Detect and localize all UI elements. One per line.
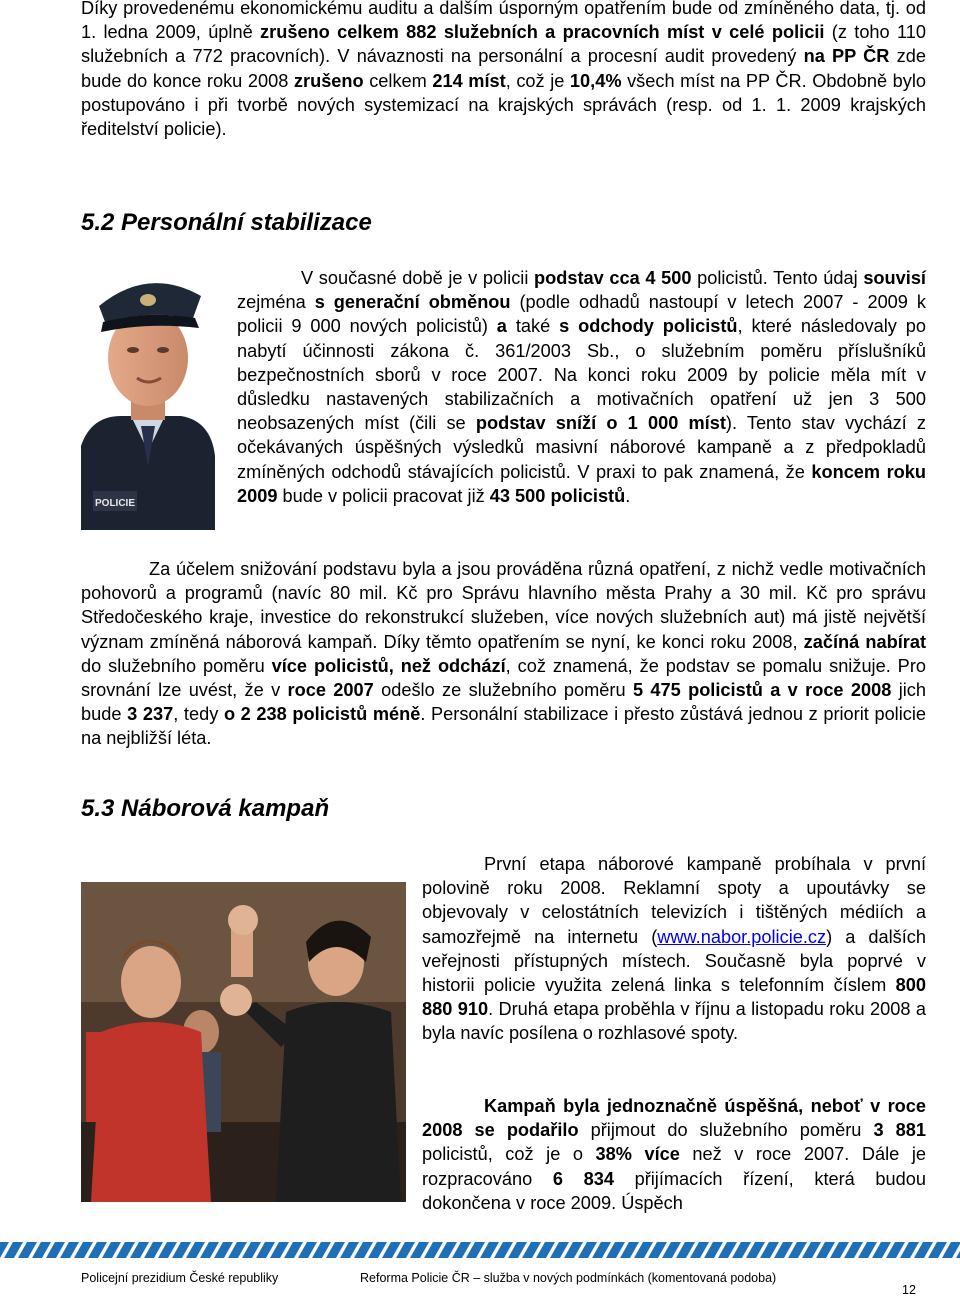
section-heading-recruitment-campaign: 5.3 Náborová kampaň: [81, 795, 330, 822]
text-run: 214 míst: [432, 70, 506, 91]
campaign-paragraph-2: [422, 1094, 926, 1215]
police-officer-photo: [81, 266, 215, 530]
campaign-paragraph-1: [422, 852, 926, 1046]
text-run: . Personální stabilizace i přesto zůstává jednou z priorit policie na nejbližší léta.: [81, 704, 927, 749]
text-run: (z toho 110 služebních a 772 pracovních). V návaznosti na personální a procesní audit provedený: [81, 22, 926, 67]
intro-paragraph: [81, 0, 926, 141]
text-run: bude v policii pracovat již: [277, 485, 490, 506]
text-run: zrušeno: [293, 70, 364, 91]
text-run: 38% více: [595, 1144, 680, 1165]
text-run: 6 834: [552, 1168, 614, 1189]
text-run: [780, 680, 787, 700]
text-run: jich bude: [81, 680, 926, 725]
text-run: (podle odhadů nastoupí v letech 2007 - 2009 k policii 9 000 nových policistů): [237, 292, 926, 337]
text-run: v roce 2008: [787, 680, 892, 701]
text-run: V současné době je v policii: [301, 268, 534, 288]
text-run: do služebního poměru: [81, 655, 272, 676]
footer-organization: Policejní prezidium České republiky: [81, 1271, 279, 1285]
text-run: Kampaň byla jednoznačně úspěšná, neboť v roce 2008 se podařilo: [422, 1096, 926, 1141]
police-officer-illustration: [81, 266, 215, 530]
text-run: celkem: [363, 70, 433, 91]
personal-stabilization-paragraph: [237, 266, 926, 508]
text-run: na PP ČR: [803, 46, 890, 67]
text-run: , což je: [505, 70, 570, 91]
text-run: než v roce 2007. Dále je rozpracováno: [422, 1144, 926, 1189]
footer-document-title: Reforma Policie ČR – služba v nových podmínkách (komentovaná podoba): [360, 1271, 777, 1285]
text-run: 3 881: [873, 1120, 926, 1141]
text-run: a: [770, 680, 781, 701]
text-run: a: [496, 316, 507, 337]
text-run: ) a dalších veřejnosti přístupných místech. Současně byla poprvé v historii policie využita zelená linka s telefonním číslem: [422, 926, 926, 996]
footer-decorative-band: [0, 1240, 960, 1256]
text-run: Díky provedenému ekonomickému auditu a dalším úsporným opatřením bude od zmíněného data, tj. od 1. ledna 2009, úplně: [81, 0, 926, 43]
section-heading-personal-stabilization: 5.2 Personální stabilizace: [81, 209, 372, 236]
text-run: podstav cca 4 500: [534, 268, 692, 288]
text-run: policistů, což je o: [422, 1144, 596, 1165]
campaign-scene-illustration: [81, 882, 406, 1202]
campaign-website-link[interactable]: www.nabor.policie.cz: [657, 926, 827, 947]
text-run: zrušeno celkem 882 služebních a pracovních míst v celé policii: [260, 22, 825, 43]
text-run: roce 2007: [287, 680, 374, 701]
text-run: , což znamená, že podstav se pomalu snižuje. Pro srovnání lze uvést, že v: [81, 655, 926, 701]
text-run: První etapa náborové kampaně probíhala v první polovině roku 2008. Reklamní spoty a upoutávky se objevovaly v celostátních televizích i tištěných médiích a samozřejmě na internetu (: [422, 854, 926, 947]
text-run: 10,4%: [569, 70, 622, 91]
text-run: , tedy: [173, 704, 224, 725]
badge-text: POLICIE: [95, 498, 136, 509]
text-run: odešlo ze služebního poměru: [373, 680, 633, 701]
text-run: začíná nabírat: [803, 631, 927, 652]
text-run: s odchody policistů: [559, 316, 738, 337]
measures-paragraph: [81, 557, 926, 751]
text-run: přijmout do služebního poměru: [578, 1120, 874, 1141]
text-run: ). Tento stav vychází z očekávaných úspěšných výsledků masivní náborové kampaně a z předpokladů zmíněných odchodů stávajících policistů. V praxi to pak znamená, že: [237, 413, 926, 482]
text-run: 3 237: [127, 704, 174, 725]
text-run: podstav sníží o 1 000 míst: [475, 413, 726, 434]
text-run: Za účelem snižování podstavu byla a jsou prováděna různá opatření, z nichž vedle motivačních pohovorů a programů (navíc 80 mil. Kč pro Správu hlavního města Prahy a 30 mil. Kč pro správu Středočeského kraje, investice do rekonstrukcí služeben, více nových služebních aut) má jistě největší význam zmíněná náborová kampaň. Díky těmto opatřením se nyní, ke konci roku 2008,: [81, 559, 926, 652]
text-run: více policistů, než odchází: [271, 655, 506, 676]
text-run: zde bude do konce roku 2008: [81, 46, 926, 91]
text-run: .: [625, 485, 631, 506]
text-run: přijímacích řízení, která budou dokončena v roce 2009. Úspěch: [422, 1168, 926, 1213]
text-run: s generační obměnou: [314, 292, 511, 313]
text-run: 43 500 policistů: [489, 485, 626, 506]
campaign-photo: [81, 882, 406, 1202]
text-run: , které následovaly po nabytí účinnosti zákona č. 361/2003 Sb.: [237, 316, 926, 361]
text-run: policistů. Tento údaj: [691, 268, 864, 288]
footer-stripe-pattern: [0, 1242, 960, 1258]
text-run: všech míst na PP ČR. Obdobně bylo postupováno i při tvorbě nových systemizací na krajských správách (resp. od 1. 1. 2009 krajských ředitelství policie).: [81, 70, 927, 140]
text-run: , o služebním poměru příslušníků bezpečnostních sborů v roce 2007. Na konci roku 2009 by policie měla mít v důsledku nastavených stabilizačních a motivačních opatření už jen 3 500 neobsazených míst (čili se: [237, 340, 927, 434]
page-number: 12: [902, 1283, 916, 1297]
text-run: zejména: [237, 292, 315, 313]
text-run: také: [506, 316, 560, 337]
text-run: koncem roku 2009: [237, 461, 926, 506]
text-run: souvisí: [863, 268, 926, 288]
text-run: o 2 238 policistů méně: [223, 704, 421, 725]
text-run: . Druhá etapa proběhla v říjnu a listopadu roku 2008 a byla navíc posílena o rozhlasové spoty.: [422, 999, 926, 1044]
text-run: 800 880 910: [422, 975, 926, 1020]
text-run: 5 475 policistů: [632, 680, 763, 701]
